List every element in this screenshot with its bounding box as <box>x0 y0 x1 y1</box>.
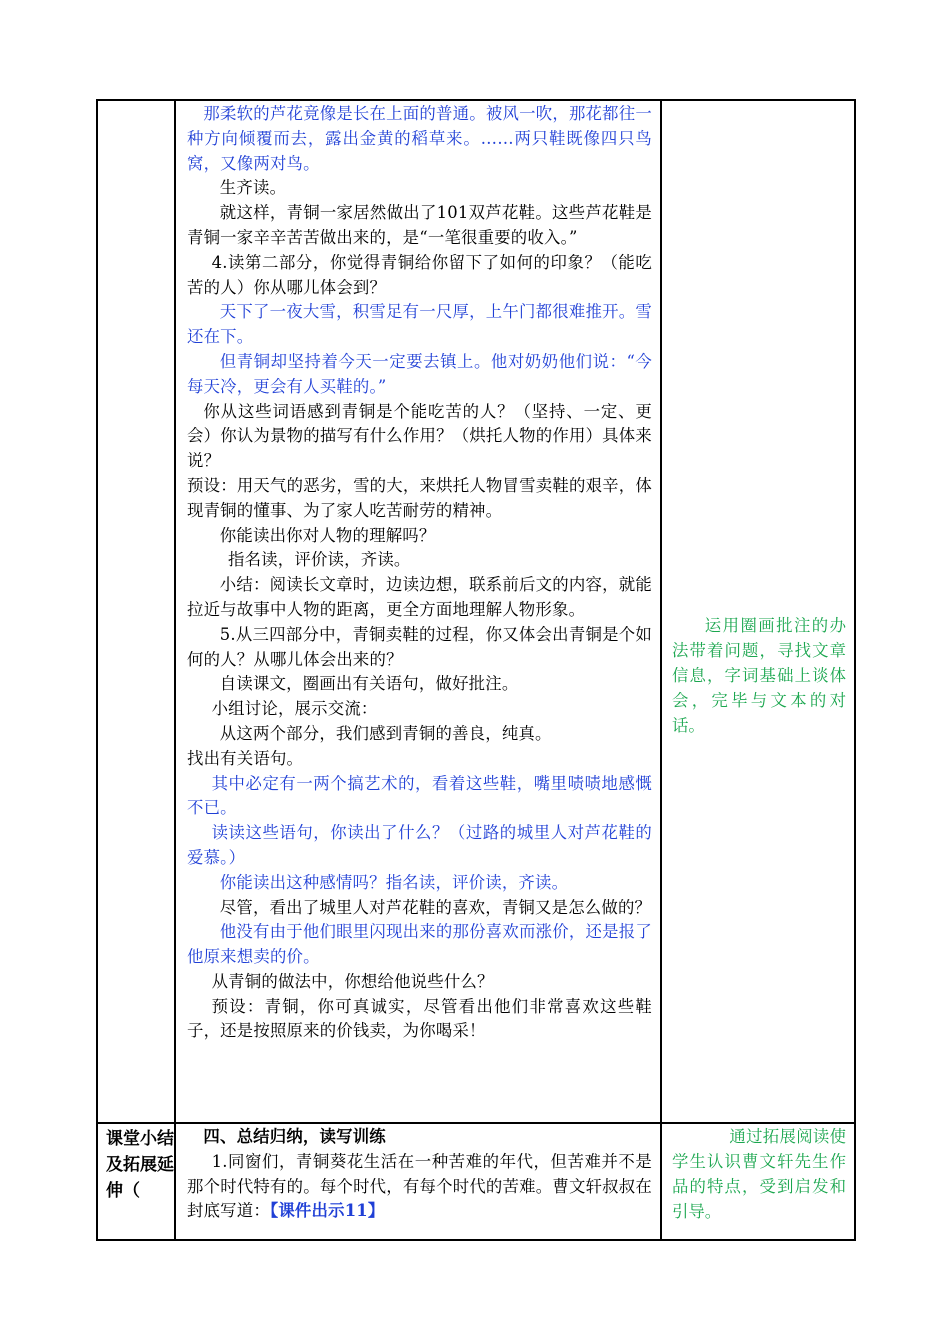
paragraph: 你能读出你对人物的理解吗？ <box>219 525 436 545</box>
paragraph: 从青铜的做法中，你想给他说些什么？ <box>211 971 494 991</box>
paragraph: 就这样，青铜一家居然做出了101双芦花鞋。这些芦花鞋是青铜一家辛辛苦苦做出来的，是“一笔很重要的收入。” <box>187 203 652 247</box>
paragraph: 尽管，看出了城里人对芦花鞋的喜欢，青铜又是怎么做的？ <box>219 897 652 917</box>
lesson-plan-table <box>96 99 856 1241</box>
paragraph: 预设：青铜，你可真诚实，尽管看出他们非常喜欢这些鞋子，还是按照原来的价钱卖，为你喝采！ <box>187 996 652 1041</box>
stage-cell-empty <box>97 100 175 1123</box>
design-intent-cell <box>661 100 855 1123</box>
paragraph-text: 1.同窗们，青铜葵花生活在一种苦难的年代，但苦难并不是那个时代特有的。每个时代，有每个时代的苦难。曹文轩叔叔在封底写道： <box>187 1151 652 1221</box>
paragraph <box>187 1150 652 1224</box>
paragraph: 但青铜却坚持着今天一定要去镇上。他对奶奶他们说：“今每天冷，更会有人买鞋的。” <box>187 351 652 396</box>
paragraph: 那柔软的芦花竟像是长在上面的普通。被风一吹，那花都往一种方向倾覆而去，露出金黄的稻草来。……两只鞋既像四只鸟窝，又像两对鸟。 <box>187 104 652 173</box>
paragraph: 他没有由于他们眼里闪现出来的那份喜欢而涨价，还是报了他原来想卖的价。 <box>187 922 652 967</box>
paragraph: 5.从三四部分中，青铜卖鞋的过程，你又体会出青铜是个如何的人？从哪儿体会出来的？ <box>187 624 652 669</box>
paragraph: 找出有关语句。 <box>187 748 304 768</box>
paragraph: 指名读，评价读，齐读。 <box>228 550 411 570</box>
paragraph: 自读课文，圈画出有关语句，做好批注。 <box>219 674 519 694</box>
paragraph: 你能读出这种感情吗？指名读，评价读，齐读。 <box>219 872 569 892</box>
teaching-process-cell <box>175 100 661 1123</box>
section-heading: 四、总结归纳，读写训练 <box>203 1127 386 1146</box>
stage-label: 课堂小结及拓展延伸（ <box>97 1123 175 1240</box>
paragraph: 小组讨论，展示交流： <box>211 699 378 719</box>
paragraph: 生齐读。 <box>219 178 287 198</box>
paragraph: 4.读第二部分，你觉得青铜给你留下了如何的印象？（能吃苦的人）你从哪儿体会到？ <box>187 252 652 297</box>
paragraph: 读读这些语句，你读出了什么？（过路的城里人对芦花鞋的爱慕。） <box>187 823 652 867</box>
table-row <box>97 100 855 1123</box>
paragraph: 你从这些词语感到青铜是个能吃苦的人？（坚持、一定、更会）你认为景物的描写有什么作用？（烘托人物的作用）具体来说？ <box>187 401 652 471</box>
courseware-marker: 【课件出示11】 <box>269 1201 385 1221</box>
table-row <box>97 1123 855 1240</box>
paragraph: 其中必定有一两个搞艺术的，看着这些鞋，嘴里啧啧地感慨不已。 <box>187 773 652 818</box>
design-intent-cell <box>661 1123 855 1240</box>
paragraph: 天下了一夜大雪，积雪足有一尺厚，上午门都很难推开。雪还在下。 <box>187 302 652 347</box>
design-intent-note: 通过拓展阅读使学生认识曹文轩先生作品的特点，受到启发和引导。 <box>672 1127 846 1221</box>
paragraph: 从这两个部分，我们感到青铜的善良，纯真。 <box>219 723 552 743</box>
teaching-process-cell <box>175 1123 661 1240</box>
design-intent-note: 运用圈画批注的办法带着问题，寻找文章信息，字词基础上谈体会，完毕与文本的对话。 <box>672 616 846 735</box>
paragraph: 预设：用天气的恶劣，雪的大，来烘托人物冒雪卖鞋的艰辛，体现青铜的懂事、为了家人吃苦耐劳的精神。 <box>187 475 652 520</box>
paragraph: 小结：阅读长文章时，边读边想，联系前后文的内容，就能拉近与故事中人物的距离，更全方面地理解人物形象。 <box>187 575 652 619</box>
